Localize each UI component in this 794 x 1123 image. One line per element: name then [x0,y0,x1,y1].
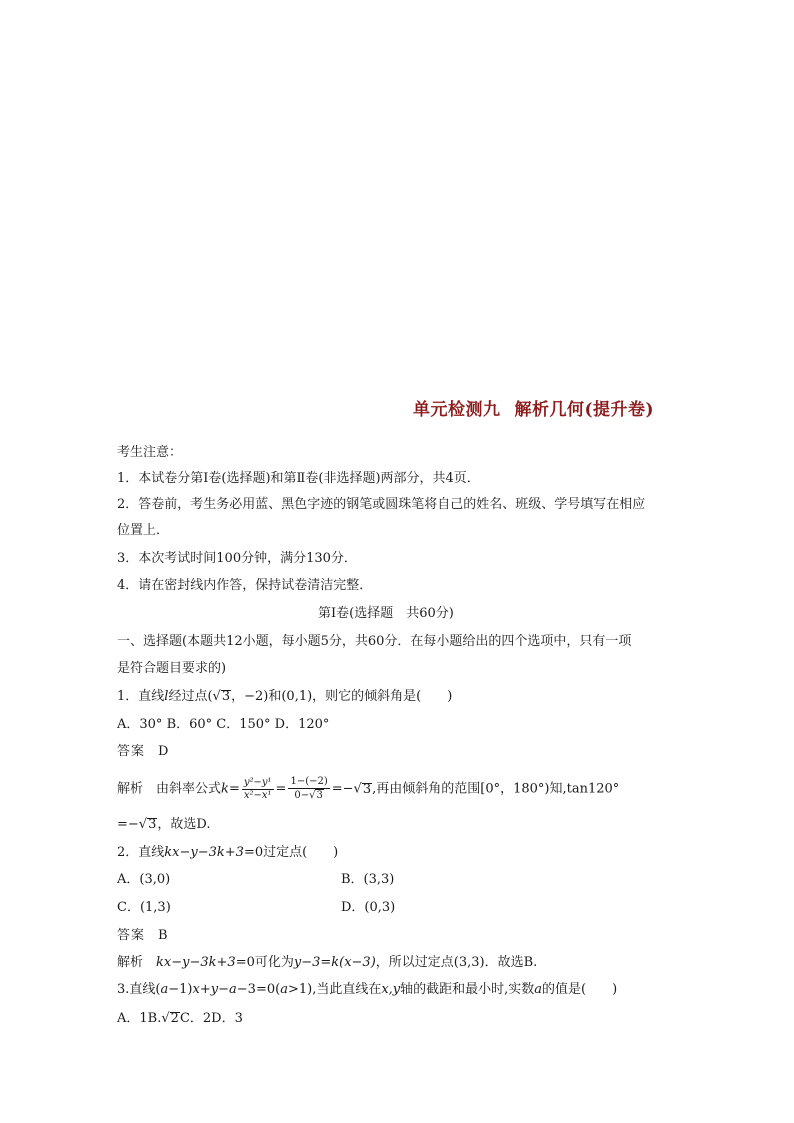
q3-text: −1) [168,982,193,997]
q1-text: 1．直线 [117,689,165,704]
q1-var: l [164,689,169,704]
q3-text: − [218,982,230,997]
answer-label: 答案 [117,928,146,943]
fraction-numerator: 1−(−2) [290,776,328,787]
analysis-label: 解析 [117,781,144,797]
q3-option-root: 2 [170,1011,179,1026]
fraction-denominator: x²−x¹ [243,789,272,801]
question-1-answer [117,743,168,761]
question-1-stem: 1．直线l经过点(√3，−2)和(0,1)，则它的倾斜角是( ) [117,689,453,704]
fraction-denominator: 0− [294,790,310,801]
section-title: 第Ⅰ卷(选择题 共60分) [318,606,454,621]
page-title [413,395,654,420]
note-item: 2．答卷前，考生务必用蓝、黑色字迹的钢笔或圆珠笔将自己的姓名、班级、学号填写在相应 [117,497,646,512]
q3-text: >1),当此直线在 [287,982,382,997]
question-2-option-d: D．(0,3) [341,900,396,915]
q1-root: 3 [221,689,231,704]
q1-text: 经过点( [168,689,213,704]
q3-text: 轴的截距和最小时,实数 [400,982,535,997]
analysis-equation: y−3=k(x−3) [293,955,376,970]
answer-value: B [158,928,168,943]
q3-option-text: A．1B. [117,1011,162,1026]
value-fraction: $\frac{1-(-2)}{0-√3}$ [290,776,328,801]
analysis-label: 解析 [117,955,144,970]
analysis-text: =− [117,817,139,832]
note-item: 3．本次考试时间100分钟，满分130分． [117,551,357,566]
analysis-text: =0可化为 [235,955,294,970]
question-1-analysis: 解析 由斜率公式k= $\frac{\text{y²−y¹}}{\text{x²−x¹}}$ = $\frac{1-(-2)}{0-√3}$ =−√3,再由倾斜角的范围[0°，180°)知,tan120° [117,776,620,801]
q3-var: a [160,982,169,997]
question-2-stem [117,844,338,862]
note-item: 位置上． [117,523,170,538]
section-intro: 是符合题目要求的) [117,661,227,676]
q2-text: 2．直线 [117,845,165,860]
title-part2: 解析几何(提升卷) [514,400,655,420]
q3-var: y [210,982,219,997]
question-2-option-a: A．(3,0) [117,872,171,887]
section-intro: 一、选择题(本题共12小题，每小题5分，共60分．在每小题给出的四个选项中，只有一项 [117,634,632,649]
q3-option-text: C．2D．3 [179,1011,243,1026]
slope-fraction [242,777,274,802]
question-2-option-b: B．(3,3) [341,872,395,887]
answer-label: 答案 [117,744,146,759]
analysis-var: k [221,781,229,797]
question-2-answer [117,927,168,945]
question-2-option-c: C．(1,3) [117,900,171,915]
note-item: 4．请在密封线内作答，保持试卷清洁完整． [117,578,373,593]
analysis-equation: kx−y−3k+3 [156,955,236,970]
q3-var: x,y [381,982,401,997]
q3-var: a [280,982,288,997]
q3-text: 3.直线( [117,982,161,997]
fraction-numerator: y²−y¹ [243,776,272,788]
q2-text: =0过定点( ) [243,845,339,860]
question-1-analysis-cont: =−√3，故选D. [117,817,211,832]
note-item: 1．本试卷分第Ⅰ卷(选择题)和第Ⅱ卷(非选择题)两部分，共4页． [117,471,480,486]
analysis-root: 3 [362,781,372,797]
q3-var: a [229,982,237,997]
question-3-stem [117,981,617,999]
question-2-analysis [117,954,537,972]
fraction-root: 3 [316,790,323,801]
analysis-root: 3 [148,817,157,832]
answer-value: D [158,744,169,759]
q3-text: + [199,982,211,997]
analysis-text: =− [331,781,354,797]
q3-var: x [192,982,200,997]
question-1-options: A．30° B．60° C．150° D．120° [117,717,330,732]
notes-heading: 考生注意： [117,445,183,460]
q1-text: ，−2)和(0,1)，则它的倾斜角是( ) [231,689,453,704]
analysis-text: ，故选D. [157,817,211,832]
q3-var: a [534,982,543,997]
q3-text: 的值是( ) [542,982,618,997]
question-3-options: A．1B.√2C．2D．3 [117,1011,243,1026]
analysis-text: ，所以过定点(3,3)．故选B. [375,955,538,970]
q2-equation: kx−y−3k+3 [164,845,244,860]
analysis-text: ,再由倾斜角的范围[0°，180°)知,tan120° [372,781,620,797]
q3-text: −3=0( [236,982,281,997]
analysis-text: 由斜率公式 [156,781,222,797]
title-part1: 单元检测九 [413,400,501,420]
